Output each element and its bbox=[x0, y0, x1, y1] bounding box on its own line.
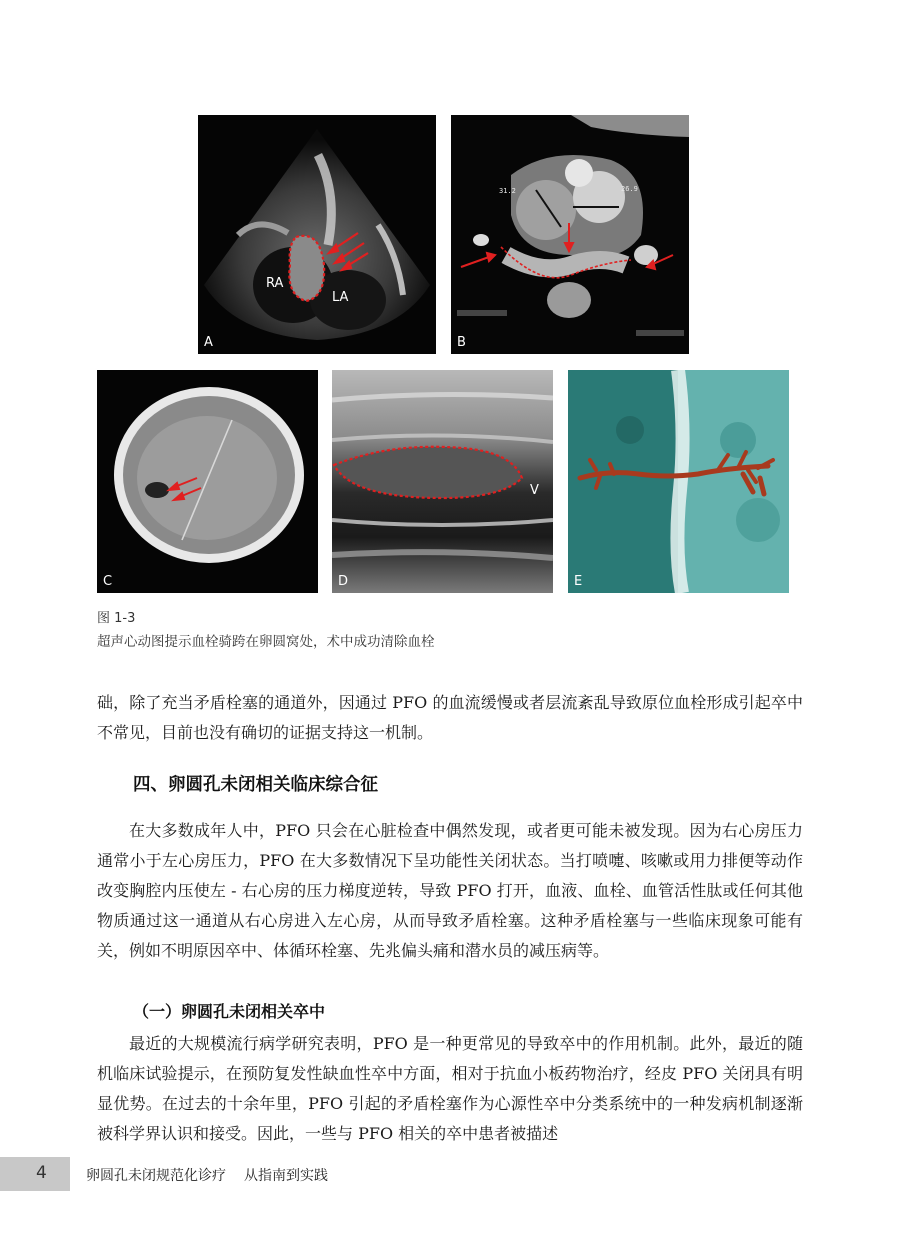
footer-page-box bbox=[0, 1157, 70, 1191]
thrombus-photo bbox=[568, 370, 789, 593]
figure-panel-a-echocardiogram bbox=[198, 115, 436, 354]
figure-panel-b-ct-scan bbox=[451, 115, 689, 354]
running-footer bbox=[86, 1165, 328, 1185]
paragraph-continued: 础，除了充当矛盾栓塞的通道外，因通过 PFO 的血流缓慢或者层流紊乱导致原位血栓形成引起卒中不常见，目前也没有确切的证据支持这一机制。 bbox=[97, 693, 803, 742]
section-heading: 四、卵圆孔未闭相关临床综合征 bbox=[133, 775, 378, 795]
label-la: LA bbox=[332, 290, 349, 305]
panel-letter: E bbox=[574, 574, 583, 589]
panel-letter: B bbox=[457, 335, 466, 350]
panel-letter: D bbox=[338, 574, 349, 589]
book-subtitle: 从指南到实践 bbox=[244, 1168, 328, 1184]
page-number: 4 bbox=[36, 1163, 47, 1183]
label-v: V bbox=[530, 483, 539, 498]
paragraph-2: 最近的大规模流行病学研究表明，PFO 是一种更常见的导致卒中的作用机制。此外，最近的随机临床试验提示，在预防复发性缺血性卒中方面，相对于抗血小板药物治疗，经皮 PFO 关闭具有明显优势。在过去的十余年里，PFO 引起的矛盾栓塞作为心源性卒中分类系统中的一种发病机制逐渐被科学界认识和接受。因此，一些与 PFO 相关的卒中患者被描述 bbox=[97, 1034, 803, 1143]
figure-panel-e-thrombus-photo bbox=[568, 370, 789, 593]
ct-image bbox=[451, 115, 689, 354]
measure-2: 26.9 bbox=[621, 185, 638, 193]
figure-caption: 超声心动图提示血栓骑跨在卵圆窝处，术中成功清除血栓 bbox=[97, 634, 435, 650]
paragraph-1: 在大多数成年人中，PFO 只会在心脏检查中偶然发现，或者更可能未被发现。因为右心房压力通常小于左心房压力，PFO 在大多数情况下呈功能性关闭状态。当打喷嚏、咳嗽或用力排便等动作改变胸腔内压使左 - 右心房的压力梯度逆转，导致 PFO 打开，血液、血栓、血管活性肽或任何其他物质通过这一通道从右心房进入左心房，从而导致矛盾栓塞。这种矛盾栓塞与一些临床现象可能有关，例如不明原因卒中、体循环栓塞、先兆偏头痛和潜水员的减压病等。 bbox=[97, 821, 803, 960]
book-title: 卵圆孔未闭规范化诊疗 bbox=[86, 1168, 226, 1184]
panel-letter: C bbox=[103, 574, 113, 589]
figure-label: 图 1-3 bbox=[97, 611, 136, 626]
panel-letter: A bbox=[204, 335, 213, 350]
subsection-heading: （一）卵圆孔未闭相关卒中 bbox=[133, 1002, 326, 1021]
figure-panel-d-vein-ultrasound bbox=[332, 370, 553, 593]
brain-ct-image bbox=[97, 370, 318, 593]
figure-panel-c-brain-ct bbox=[97, 370, 318, 593]
ultrasound-image bbox=[332, 370, 553, 593]
label-ra: RA bbox=[266, 276, 284, 291]
measure-1: 31.2 bbox=[499, 187, 516, 195]
echo-image bbox=[198, 115, 436, 354]
